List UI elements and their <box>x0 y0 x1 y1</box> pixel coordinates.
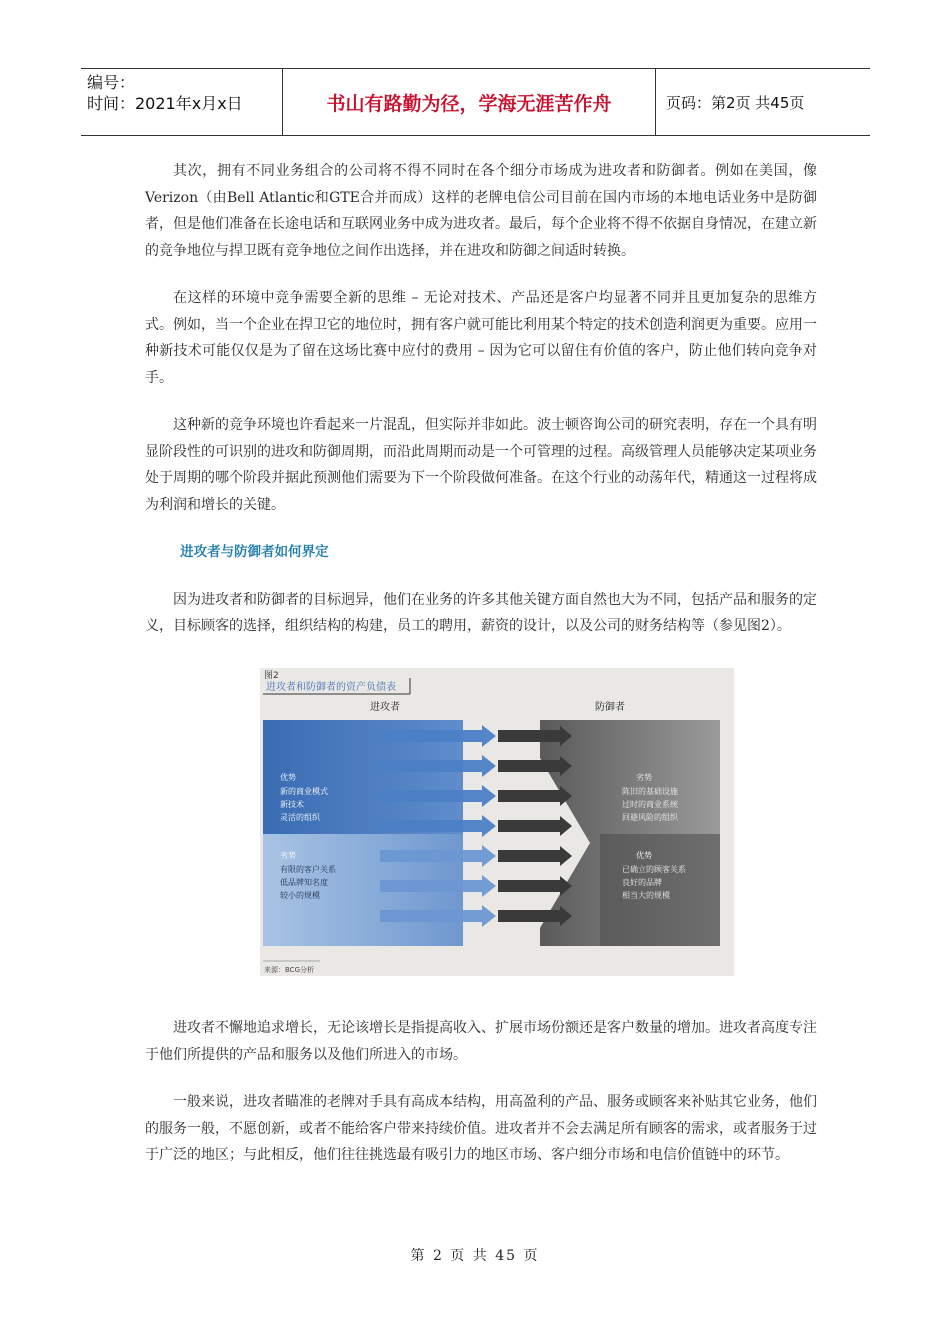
defender-weakness-2: 过时的商业系统 <box>622 800 678 809</box>
section-paragraph: 因为进攻者和防御者的目标迥异，他们在业务的许多其他关键方面自然也大为不同，包括产品和服务的定义，目标顾客的选择，组织结构的构建，员工的聘用，薪资的设计，以及公司的财务结构等（参见图2）。 <box>145 591 817 634</box>
defender-weakness-head: 劣势 <box>636 773 652 782</box>
header-meta <box>81 69 283 135</box>
figure-graphic <box>260 668 734 976</box>
attacker-weakness-2: 低品牌知名度 <box>280 878 328 887</box>
defender-strength-3: 相当大的规模 <box>622 891 670 900</box>
paragraph-1: 其次，拥有不同业务组合的公司将不得不同时在各个细分市场成为进攻者和防御者。例如在美国，像Verizon（由Bell Atlantic和GTE合并而成）这样的老牌电信公司目前在国内市场的本地电话业务中是防御者，但是他们准备在长途电话和互联网业务中成为进攻者。最后，每个企业将不得不依据自身情况，在建立新的竞争地位与捍卫既有竞争地位之间作出选择，并在进攻和防御之间适时转换。 <box>145 163 817 259</box>
after-figure-content <box>145 1015 817 1190</box>
col-attacker: 进攻者 <box>370 702 400 713</box>
fig-number: 图2 <box>264 671 279 681</box>
header-page-info: 页码：第2页 共45页 <box>666 93 805 112</box>
paragraph-4: 进攻者不懈地追求增长，无论该增长是指提高收入、扩展市场份额还是客户数量的增加。进攻者高度专注于他们所提供的产品和服务以及他们所进入的市场。 <box>145 1020 817 1063</box>
attacker-weakness-3: 较小的规模 <box>280 891 320 900</box>
paragraph-3: 这种新的竞争环境也许看起来一片混乱，但实际并非如此。波士顿咨询公司的研究表明，存在一个具有明显阶段性的可识别的进攻和防御周期，而沿此周期而动是一个可管理的过程。高级管理人员能够决定某项业务处于周期的哪个阶段并据此预测他们需要为下一个阶段做何准备。在这个行业的动荡年代，精通这一过程将成为利润和增长的关键。 <box>145 417 817 513</box>
fig-title: 进攻者和防御者的资产负债表 <box>266 682 396 693</box>
paragraph-2: 在这样的环境中竞争需要全新的思维 – 无论对技术、产品还是客户均显著不同并且更加复杂的思维方式。例如，当一个企业在捍卫它的地位时，拥有客户就可能比利用某个特定的技术创造利润更为重要。应用一种新技术可能仅仅是为了留在这场比赛中应付的费用 – 因为它可以留住有价值的客户，防止他们转向竞争对手。 <box>145 290 817 386</box>
attacker-strength-head: 优势 <box>280 773 296 782</box>
page-footer: 第 2 页 共 45 页 <box>410 1248 540 1264</box>
defender-strength-1: 已确立的顾客关系 <box>622 865 686 874</box>
attacker-weakness-1: 有限的客户关系 <box>280 865 336 874</box>
fig-source: 来源：BCG分析 <box>264 966 314 974</box>
defender-weakness-1: 陈旧的基础设施 <box>622 787 678 796</box>
attacker-strength-3: 灵活的组织 <box>280 813 320 822</box>
attacker-weakness-head: 劣势 <box>280 851 296 860</box>
defender-strength-2: 良好的品牌 <box>622 878 662 887</box>
defender-weakness-3: 回避风险的组织 <box>622 813 678 822</box>
header-motto: 书山有路勤为径，学海无涯苦作舟 <box>283 69 656 135</box>
defender-strength-head: 优势 <box>636 851 652 860</box>
main-content <box>145 158 817 661</box>
col-defender: 防御者 <box>595 702 625 713</box>
attacker-strength-2: 新技术 <box>280 800 304 809</box>
attacker-strength-1: 新的商业模式 <box>280 787 328 796</box>
defender-strength-block <box>600 834 720 946</box>
page-header <box>81 68 870 136</box>
date-label: 时间：2021年x月x日 <box>87 94 243 113</box>
section-title: 进攻者与防御者如何界定 <box>180 544 329 560</box>
number-label: 编号： <box>87 73 136 92</box>
paragraph-5: 一般来说，进攻者瞄准的老牌对手具有高成本结构，用高盈利的产品、服务或顾客来补贴其它业务，他们的服务一般，不愿创新，或者不能给客户带来持续价值。进攻者并不会去满足所有顾客的需求，或者服务于过于广泛的地区；与此相反，他们往往挑选最有吸引力的地区市场、客户细分市场和电信价值链中的环节。 <box>145 1094 817 1163</box>
figure-2 <box>260 668 734 976</box>
